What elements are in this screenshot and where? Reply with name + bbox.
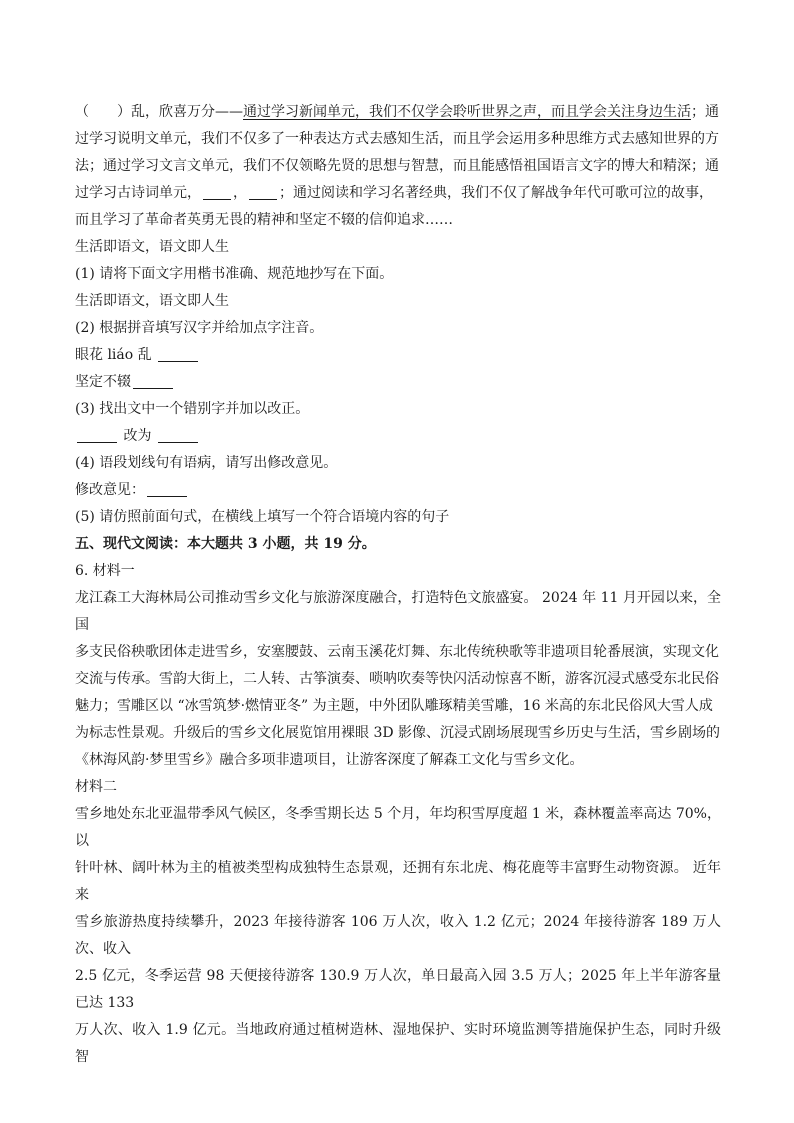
material-2-line: 雪乡地处东北亚温带季风气候区，冬季雪期长达 5 个月，年均积雪厚度超 1 米，森林覆盖率高达 70%，以 xyxy=(75,806,721,849)
question-2-item-2 xyxy=(75,369,721,396)
fill-blank[interactable] xyxy=(203,183,231,200)
question-3: (3) 找出文中一个错别字并加以改正。 xyxy=(75,401,310,417)
material-2-line: 针叶林、阔叶林为主的植被类型构成独特生态景观，还拥有东北虎、梅花鹿等丰富野生动物资源。 近年来 xyxy=(75,860,721,903)
passage-text: （ ）乱，欣喜万分—— xyxy=(75,104,243,120)
passage-text: ；通 xyxy=(691,104,719,120)
material-1-line: 龙江森工大海林局公司推动雪乡文化与旅游深度融合，打造特色文旅盛宴。 2024 年 11 月开园以来，全国 xyxy=(75,590,721,633)
passage-text: ， xyxy=(233,185,247,201)
question-1-text: 生活即语文，语文即人生 xyxy=(75,293,229,309)
passage-text: ；通过阅读和学习名著经典，我们不仅了解战争年代可歌可泣的故事， xyxy=(279,185,713,201)
document-page xyxy=(75,99,721,1071)
material-2-line: 万人次、收入 1.9 亿元。当地政府通过植树造林、湿地保护、实时环境监测等措施保护生态，同时升级智 xyxy=(75,1022,721,1065)
word: 坚定不辍 xyxy=(75,374,131,390)
question-6-title: 6. 材料一 xyxy=(75,563,135,579)
question-2: (2) 根据拼音填写汉字并给加点字注音。 xyxy=(75,320,324,336)
question-2-item-1 xyxy=(75,342,721,369)
material-1-line: 交流与传承。雪韵大街上，二人转、古筝演奏、唢呐吹奏等快闪活动惊喜不断，游客沉浸式感受东北民俗 xyxy=(75,671,719,687)
material-2-title: 材料二 xyxy=(75,779,117,795)
section-heading: 五、现代文阅读：本大题共 3 小题，共 19 分。 xyxy=(75,536,376,552)
passage-text: 过学习古诗词单元， xyxy=(75,185,201,201)
answer-blank[interactable] xyxy=(158,345,198,362)
passage-line-3: 法；通过学习文言文单元，我们不仅领略先贤的思想与智慧，而且能感悟祖国语言文字的博大和精深；通 xyxy=(75,158,719,174)
question-4: (4) 语段划线句有语病，请写出修改意见。 xyxy=(75,455,338,471)
fill-blank[interactable] xyxy=(249,183,277,200)
material-1-line: 为标志性景观。升级后的雪乡文化展览馆用裸眼 3D 影像、沉浸式剧场展现雪乡历史与生活，雪乡剧场的 xyxy=(75,725,721,741)
answer-blank[interactable] xyxy=(147,480,187,497)
pinyin-word: 眼花 liáo 乱 xyxy=(75,347,152,363)
passage-line-2: 过学习说明文单元，我们不仅多了一种表达方式去感知生活，而且学会运用多种思维方式去感知世界的方 xyxy=(75,131,719,147)
underlined-sentence: 通过学习新闻单元，我们不仅学会聆听世界之声，而且学会关注身边生活 xyxy=(243,104,691,120)
question-4-answer xyxy=(75,477,721,504)
material-1-line: 多支民俗秧歌团体走进雪乡，安塞腰鼓、云南玉溪花灯舞、东北传统秧歌等非遗项目轮番展演，实现文化 xyxy=(75,644,719,660)
material-2-line: 2.5 亿元，冬季运营 98 天便接待游客 130.9 万人次，单日最高入园 3.5 万人；2025 年上半年游客量已达 133 xyxy=(75,968,721,1011)
heading: 生活即语文，语文即人生 xyxy=(75,239,229,255)
passage-line-5: 而且学习了革命者英勇无畏的精神和坚定不辍的信仰追求…… xyxy=(75,212,453,228)
material-2-line: 雪乡旅游热度持续攀升，2023 年接待游客 106 万人次，收入 1.2 亿元；2024 年接待游客 189 万人次、收入 xyxy=(75,914,721,957)
answer-blank[interactable] xyxy=(158,426,198,443)
answer-blank[interactable] xyxy=(133,372,173,389)
material-1-line: 魅力；雪雕区以 “冰雪筑梦·燃情亚冬” 为主题，中外团队雕琢精美雪雕，16 米高的东北民俗风大雪人成 xyxy=(75,698,713,714)
question-1: (1) 请将下面文字用楷书准确、规范地抄写在下面。 xyxy=(75,266,394,282)
question-3-answer xyxy=(75,423,721,450)
passage-line-4 xyxy=(75,180,721,207)
answer-blank[interactable] xyxy=(77,426,117,443)
change-to-label: 改为 xyxy=(123,428,152,444)
revision-label: 修改意见： xyxy=(75,482,145,498)
question-5: (5) 请仿照前面句式，在横线上填写一个符合语境内容的句子 xyxy=(75,509,450,525)
passage-line-1 xyxy=(75,99,721,126)
material-1-line: 《林海风韵·梦里雪乡》融合多项非遗项目，让游客深度了解森工文化与雪乡文化。 xyxy=(75,752,584,768)
